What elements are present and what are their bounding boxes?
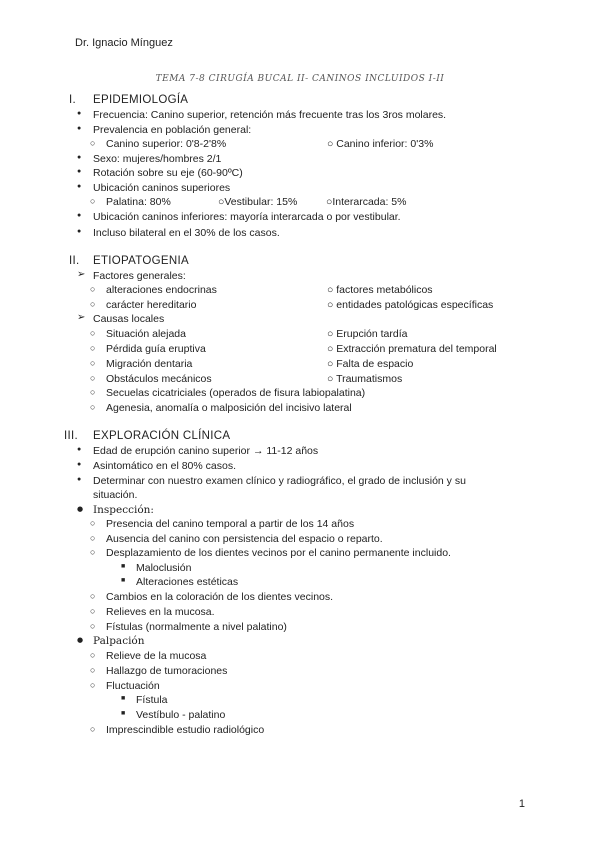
sub-factores-metabolicos: ○ factores metabólicos bbox=[327, 284, 433, 296]
sub-obstaculos-mecanicos: ○ Obstáculos mecánicos bbox=[106, 373, 212, 385]
sub-entidades-patologicas: ○ entidades patológicas específicas bbox=[327, 299, 494, 311]
section-heading-exploracion bbox=[64, 430, 230, 442]
subsub-alteraciones-esteticas: ■ Alteraciones estéticas bbox=[136, 576, 238, 588]
bullet-sexo: ● Sexo: mujeres/hombres 2/1 bbox=[93, 153, 221, 165]
arrow-causas-locales: ➢ Causas locales bbox=[93, 313, 164, 325]
sub-agenesia: ○ Agenesia, anomalía o malposición del incisivo lateral bbox=[106, 402, 352, 414]
sub-prevalencia-superior: ○ Canino superior: 0'8-2'8% bbox=[106, 138, 226, 150]
sub-prevalencia-inferior: ○ Canino inferior: 0'3% bbox=[327, 138, 434, 150]
section-heading-epidemiologia bbox=[69, 94, 188, 106]
sub-cambios-coloracion: ○ Cambios en la coloración de los dientes vecinos. bbox=[106, 591, 333, 603]
section-number: II. bbox=[69, 255, 80, 267]
sub-canino-temporal: ○ Presencia del canino temporal a partir de los 14 años bbox=[106, 518, 354, 530]
sub-hallazgo-tumoraciones: ○ Hallazgo de tumoraciones bbox=[106, 665, 227, 677]
section-heading-etiopatogenia bbox=[69, 255, 189, 267]
sub-perdida-guia: ○ Pérdida guía eruptiva bbox=[106, 343, 206, 355]
bullet-bilateral: ● Incluso bilateral en el 30% de los casos. bbox=[93, 227, 280, 239]
bullet-palpacion: ● Palpación bbox=[93, 635, 145, 647]
section-number: I. bbox=[69, 94, 76, 106]
sub-fluctuacion: ○ Fluctuación bbox=[106, 680, 160, 692]
section-title: ETIOPATOGENIA bbox=[93, 255, 189, 267]
sub-palatina: ○ Palatina: 80% bbox=[106, 196, 171, 208]
sub-situacion-alejada: ○ Situación alejada bbox=[106, 328, 186, 340]
subsub-vestibulo-palatino: ■ Vestíbulo - palatino bbox=[136, 709, 225, 721]
sub-desplazamiento: ○ Desplazamiento de los dientes vecinos por el canino permanente incluido. bbox=[106, 547, 451, 559]
page-number: 1 bbox=[518, 798, 525, 810]
bullet-inspeccion: ● Inspección: bbox=[93, 504, 154, 516]
sub-alteraciones-endocrinas: ○ alteraciones endocrinas bbox=[106, 284, 217, 296]
bullet-determinar-cont: situación. bbox=[93, 489, 138, 501]
sub-migracion-dentaria: ○ Migración dentaria bbox=[106, 358, 192, 370]
subsub-fistula: ■ Fístula bbox=[136, 694, 168, 706]
sub-caracter-hereditario: ○ carácter hereditario bbox=[106, 299, 196, 311]
bullet-asintomatico: ● Asintomático en el 80% casos. bbox=[93, 460, 236, 472]
section-number: III. bbox=[64, 430, 78, 442]
bullet-determinar: ● Determinar con nuestro examen clínico y radiográfico, el grado de inclusión y su bbox=[93, 475, 466, 487]
bullet-prevalencia: ● Prevalencia en población general: bbox=[93, 124, 251, 136]
sub-relieves-mucosa: ○ Relieves en la mucosa. bbox=[106, 606, 215, 618]
bullet-frecuencia: ● Frecuencia: Canino superior, retención más frecuente tras los 3ros molares. bbox=[93, 109, 446, 121]
sub-relieve-mucosa: ○ Relieve de la mucosa bbox=[106, 650, 206, 662]
subsub-maloclusion: ■ Maloclusión bbox=[136, 562, 191, 574]
sub-vestibular: ○Vestibular: 15% bbox=[218, 196, 298, 208]
arrow-factores-generales: ➢ Factores generales: bbox=[93, 270, 186, 282]
author-header: Dr. Ignacio Mínguez bbox=[75, 37, 173, 49]
document-title: TEMA 7-8 CIRUGÍA BUCAL II- CANINOS INCLUIDOS I-II bbox=[155, 74, 445, 84]
bullet-ubicacion-inferiores: ● Ubicación caninos inferiores: mayoría interarcada o por vestibular. bbox=[93, 211, 401, 223]
sub-secuelas-cicatriciales: ○ Secuelas cicatriciales (operados de fisura labiopalatina) bbox=[106, 387, 365, 399]
sub-fistulas: ○ Fístulas (normalmente a nivel palatino) bbox=[106, 621, 287, 633]
section-title: EPIDEMIOLOGÍA bbox=[93, 94, 189, 106]
sub-erupcion-tardia: ○ Erupción tardía bbox=[327, 328, 408, 340]
bullet-edad-erupcion: ● Edad de erupción canino superior → 11-12 años bbox=[93, 445, 318, 457]
sub-extraccion-prematura: ○ Extracción prematura del temporal bbox=[327, 343, 497, 355]
bullet-rotacion: ● Rotación sobre su eje (60-90ºC) bbox=[93, 167, 243, 179]
section-title: EXPLORACIÓN CLÍNICA bbox=[93, 430, 231, 442]
sub-interarcada: ○Interarcada: 5% bbox=[326, 196, 407, 208]
bullet-ubicacion-superiores: ● Ubicación caninos superiores bbox=[93, 182, 230, 194]
sub-falta-espacio: ○ Falta de espacio bbox=[327, 358, 414, 370]
sub-traumatismos: ○ Traumatismos bbox=[327, 373, 403, 385]
sub-estudio-radiologico: ○ Imprescindible estudio radiológico bbox=[106, 724, 264, 736]
sub-ausencia-canino: ○ Ausencia del canino con persistencia del espacio o reparto. bbox=[106, 533, 383, 545]
